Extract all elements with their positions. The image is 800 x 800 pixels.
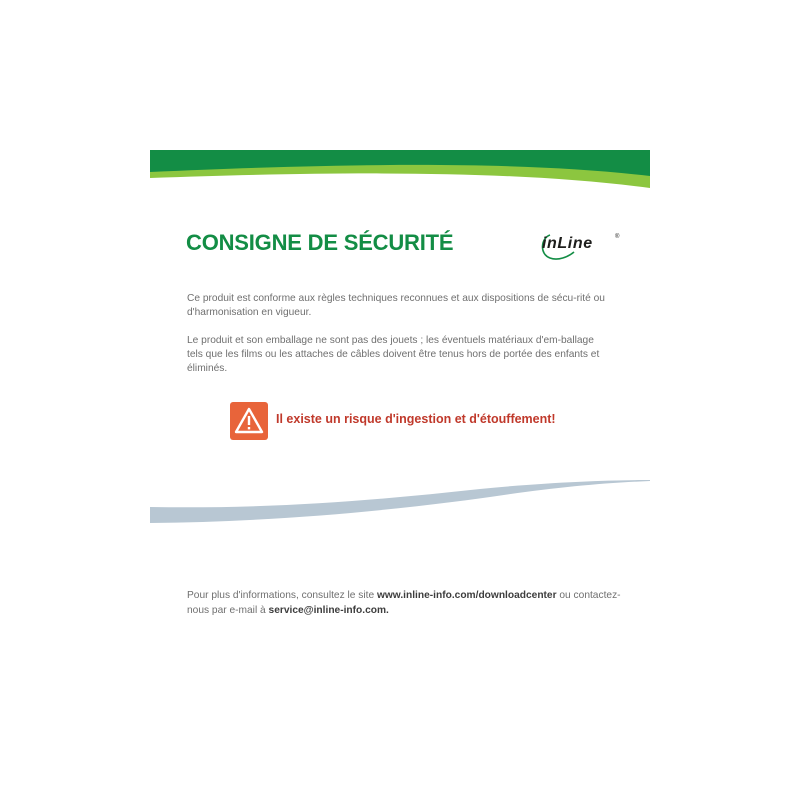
- inline-logo: [538, 230, 622, 262]
- safety-notice-card: [150, 150, 650, 650]
- downloadcenter-link[interactable]: www.inline-info.com/downloadcenter: [376, 590, 557, 601]
- footer-text-1: Pour plus d'informations, consultez le site: [187, 590, 377, 601]
- packaging-paragraph: Le produit et son emballage ne sont pas des jouets ; les éventuels matériaux d'em-ballage tels que les films ou les attaches de câbles doivent être tenus hors de portée des enfants et éliminés.: [187, 335, 600, 374]
- footer-info: [187, 588, 627, 618]
- warning-text: Il existe un risque d'ingestion et d'étouffement!: [276, 412, 556, 426]
- logo-registered-mark: ®: [615, 234, 620, 240]
- header-band: [150, 150, 650, 190]
- decorative-wave: [150, 475, 650, 525]
- page-title: CONSIGNE DE SÉCURITÉ: [186, 230, 454, 255]
- footer-text-2: ou contactez-nous par e-mail à: [187, 590, 621, 616]
- conformity-paragraph: Ce produit est conforme aux règles techniques reconnues et aux dispositions de sécu-rité ou d'harmonisation en vigueur.: [187, 293, 605, 318]
- service-email-link[interactable]: service@inline-info.com.: [268, 605, 389, 616]
- warning-triangle-icon: [230, 402, 268, 440]
- logo-text: inLine: [542, 235, 593, 252]
